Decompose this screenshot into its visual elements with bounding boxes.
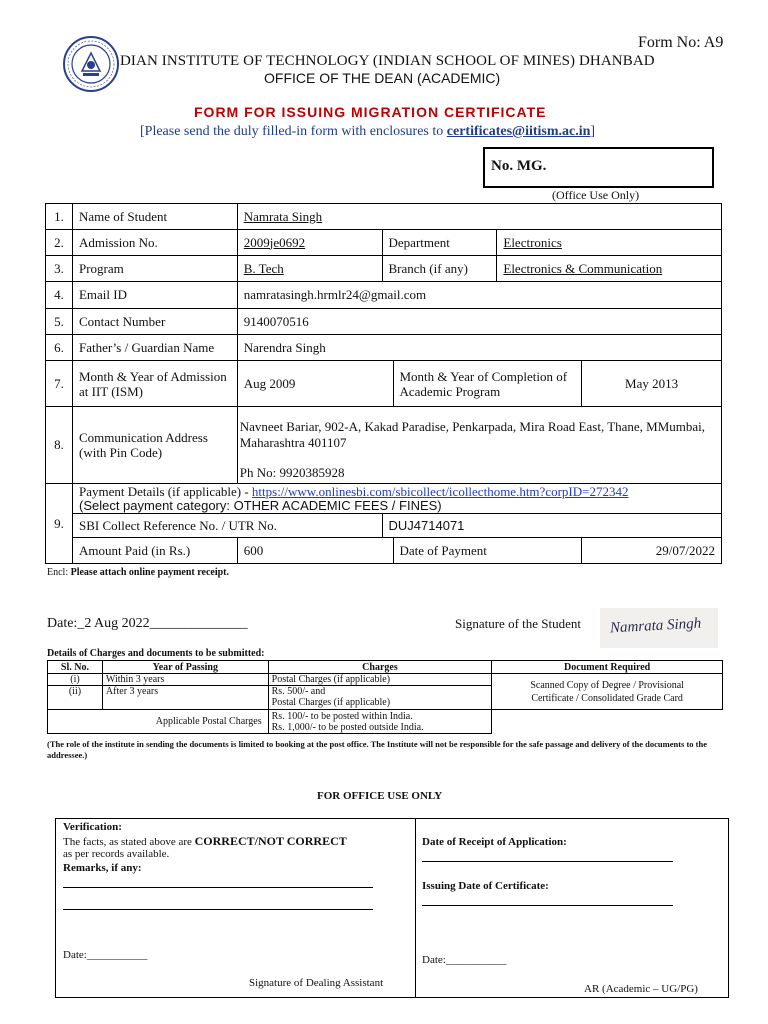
row-number: 1. [46, 204, 73, 230]
office-date[interactable]: Date:___________ [422, 954, 507, 966]
cell: (i) [48, 674, 103, 686]
application-date[interactable]: Date:_2 Aug 2022______________ [47, 616, 248, 631]
cell: Within 3 years [102, 674, 268, 686]
completion-month-value[interactable]: May 2013 [582, 361, 722, 407]
row-number: 2. [46, 230, 73, 256]
field-label: Department [382, 230, 497, 256]
table-row [48, 661, 723, 674]
receipt-date-line[interactable] [422, 861, 673, 862]
contact-number-value[interactable]: 9140070516 [237, 309, 721, 335]
cell: Rs. 100/- to be posted within India. [271, 710, 413, 722]
facts-prefix: The facts, as stated above are [63, 836, 195, 848]
office-use-box [55, 818, 729, 998]
field-label: Date of Payment [393, 538, 582, 564]
field-label: Month & Year of Completion of Academic Program [393, 361, 582, 407]
verification-date[interactable]: Date:___________ [63, 949, 148, 961]
table-row [46, 204, 722, 230]
issuing-date-label: Issuing Date of Certificate: [422, 880, 549, 892]
payment-category-note: (Select payment category: OTHER ACADEMIC FEES / FINES) [78, 497, 442, 513]
amount-value[interactable]: 600 [237, 538, 393, 564]
institute-logo-icon [62, 35, 120, 93]
student-name-value[interactable]: Namrata Singh [243, 208, 323, 224]
verification-label: Verification: [63, 821, 122, 833]
dealing-assistant-signature-label: Signature of Dealing Assistant [249, 977, 384, 989]
table-row [46, 282, 722, 309]
cell: Postal Charges (if applicable) [268, 674, 492, 686]
admission-month-value[interactable]: Aug 2009 [237, 361, 393, 407]
cell: Postal Charges (if applicable) [271, 697, 391, 708]
cell: After 3 years [102, 686, 268, 710]
correct-not-correct-option[interactable]: CORRECT/NOT CORRECT [194, 834, 347, 848]
instruction-suffix: ] [590, 124, 596, 139]
form-title: FORM FOR ISSUING MIGRATION CERTIFICATE [194, 104, 547, 120]
row-number: 6. [46, 335, 73, 361]
field-label: Program [72, 256, 237, 282]
table-row [46, 484, 722, 514]
encl-text: Please attach online payment receipt. [70, 567, 230, 578]
table-row [46, 335, 722, 361]
column-header: Sl. No. [48, 661, 103, 674]
remarks-line-2[interactable] [63, 909, 373, 910]
student-signature [600, 608, 718, 648]
office-name: OFFICE OF THE DEAN (ACADEMIC) [264, 70, 501, 86]
encl-prefix: Encl: [47, 567, 69, 578]
column-header: Document Required [492, 661, 723, 674]
field-label: SBI Collect Reference No. / UTR No. [72, 514, 382, 538]
charges-disclaimer: (The role of the institute in sending the documents is limited to booking at the post office. The Institute will not be responsible for the safe passage and delivery of the documents to the addressee.) [47, 739, 708, 760]
form-number: Form No: A9 [638, 34, 724, 51]
column-header: Charges [268, 661, 492, 674]
charges-table [47, 660, 723, 734]
mg-label: No. MG. [491, 158, 547, 174]
row-number: 3. [46, 256, 73, 282]
table-row [48, 710, 723, 734]
charges-title: Details of Charges and documents to be submitted: [47, 648, 265, 659]
department-value[interactable]: Electronics [503, 234, 562, 250]
cell: Applicable Postal Charges [48, 710, 269, 734]
field-label: Branch (if any) [382, 256, 497, 282]
payment-details-label: Payment Details (if applicable) - [78, 483, 252, 499]
column-header: Year of Passing [102, 661, 268, 674]
institute-name: DIAN INSTITUTE OF TECHNOLOGY (INDIAN SCHOOL OF MINES) DHANBAD [120, 53, 655, 69]
address-value[interactable]: Navneet Bariar, 902-A, Kakad Paradise, Penkarpada, Mira Road East, Thane, MMumbai, Maharashtra 401107 [239, 419, 706, 450]
ar-signature-label: AR (Academic – UG/PG) [584, 983, 698, 995]
document-required-cell: Scanned Copy of Degree / Provisional Certificate / Consolidated Grade Card [492, 674, 723, 710]
receipt-date-label: Date of Receipt of Application: [422, 836, 567, 848]
remarks-line-1[interactable] [63, 887, 373, 888]
office-use-note: (Office Use Only) [552, 188, 640, 202]
payment-date-value[interactable]: 29/07/2022 [582, 538, 722, 564]
table-row [46, 407, 722, 484]
sbi-collect-link[interactable]: https://www.onlinesbi.com/sbicollect/icollecthome.htm?corpID=272342 [251, 483, 629, 499]
instruction-email-link[interactable]: certificates@iitism.ac.in [446, 124, 591, 139]
program-value[interactable]: B. Tech [243, 260, 284, 276]
office-use-title: FOR OFFICE USE ONLY [317, 790, 443, 802]
row-number: 8. [46, 407, 73, 484]
field-label: Month & Year of Admission at IIT (ISM) [72, 361, 237, 407]
address-phone-value[interactable]: Ph No: 9920385928 [239, 465, 345, 480]
field-label: Admission No. [72, 230, 237, 256]
email-value[interactable]: namratasingh.hrmlr24@gmail.com [237, 282, 721, 309]
field-label: Name of Student [72, 204, 237, 230]
instruction-prefix: [Please send the duly filled-in form with enclosures to [140, 124, 444, 139]
student-details-table [45, 203, 722, 564]
table-row [46, 514, 722, 538]
row-number: 9. [46, 484, 73, 564]
table-row [46, 230, 722, 256]
facts-suffix: as per records available. [63, 848, 170, 860]
row-number: 5. [46, 309, 73, 335]
cell: (ii) [48, 686, 103, 710]
field-label: Amount Paid (in Rs.) [72, 538, 237, 564]
signature-text: Namrata Singh [609, 615, 702, 637]
remarks-label: Remarks, if any: [63, 862, 142, 874]
table-row [46, 361, 722, 407]
issuing-date-line[interactable] [422, 905, 673, 906]
student-signature-label: Signature of the Student [455, 616, 582, 631]
enclosure-note [47, 567, 229, 578]
row-number: 4. [46, 282, 73, 309]
guardian-name-value[interactable]: Narendra Singh [237, 335, 721, 361]
cell: Rs. 500/- and [271, 686, 326, 697]
row-number: 7. [46, 361, 73, 407]
instruction-line [140, 124, 595, 140]
field-label: Father’s / Guardian Name [72, 335, 237, 361]
table-row [48, 674, 723, 686]
cell: Rs. 1,000/- to be posted outside India. [271, 721, 424, 733]
field-label: Contact Number [72, 309, 237, 335]
admission-no-value[interactable]: 2009je0692 [243, 234, 306, 250]
field-label: Communication Address (with Pin Code) [72, 407, 237, 484]
mg-number-box [483, 147, 714, 188]
facts-line [63, 834, 347, 849]
branch-value[interactable]: Electronics & Communication [503, 260, 663, 276]
table-row [46, 256, 722, 282]
field-label: Email ID [72, 282, 237, 309]
table-row [46, 538, 722, 564]
utr-value[interactable]: DUJ4714071 [382, 514, 721, 538]
table-row [46, 309, 722, 335]
